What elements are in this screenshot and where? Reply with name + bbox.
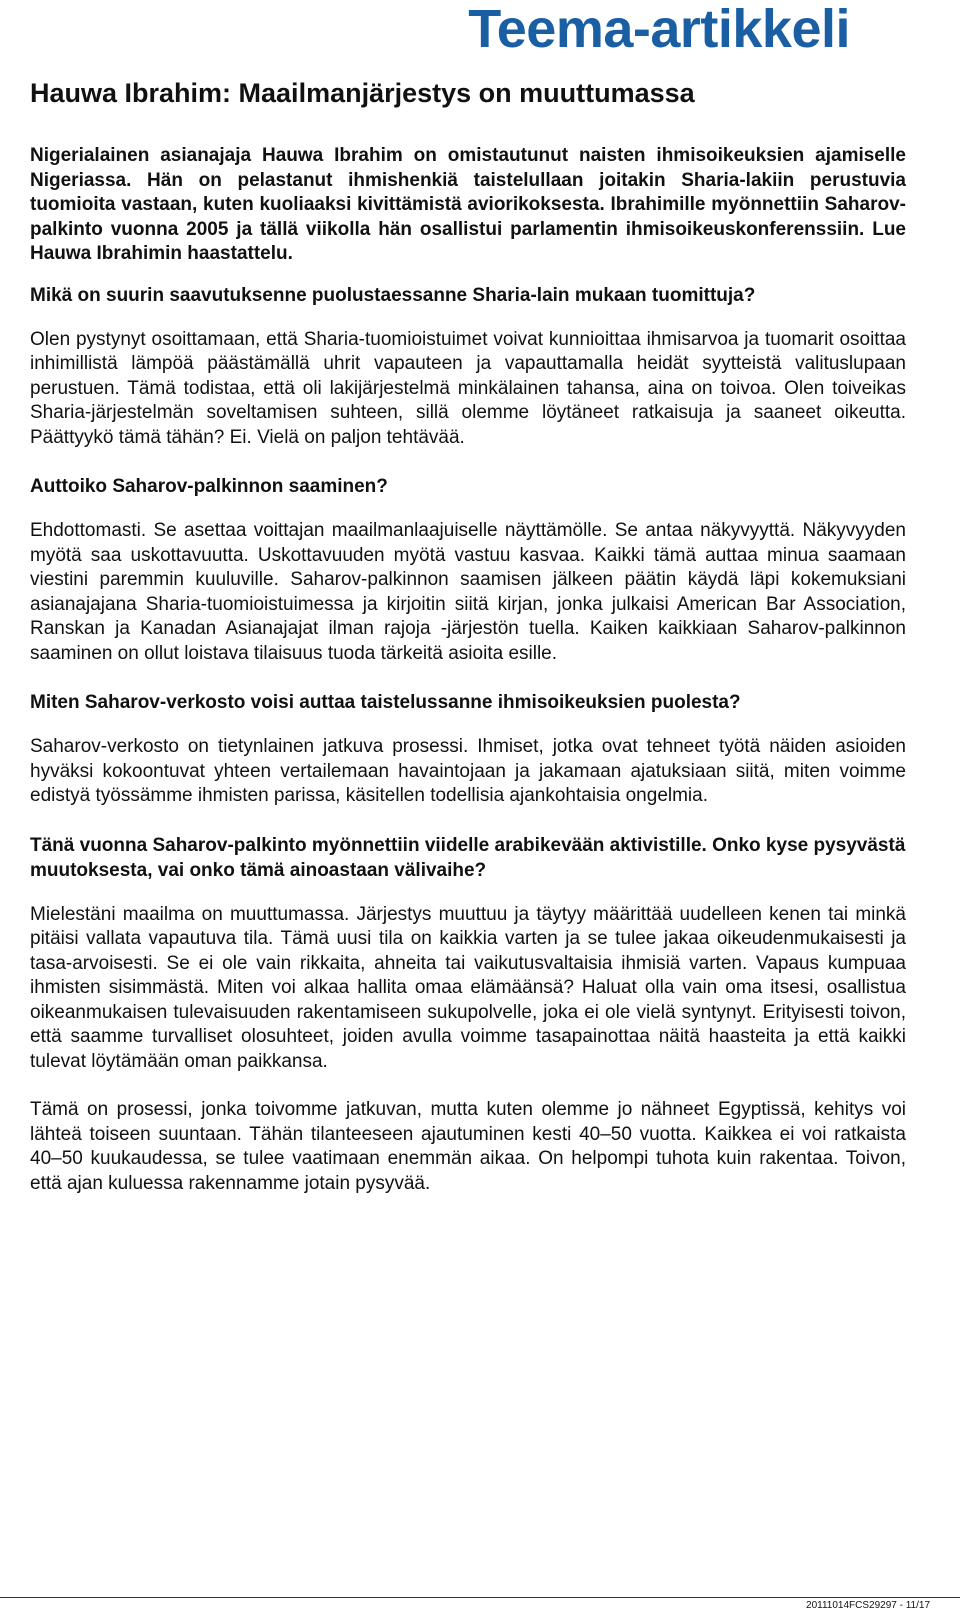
article-title: Hauwa Ibrahim: Maailmanjärjestys on muuttumassa bbox=[30, 78, 695, 108]
section-label: Teema-artikkeli bbox=[468, 0, 850, 59]
interview-question-3: Miten Saharov-verkosto voisi auttaa taistelussanne ihmisoikeuksien puolesta? bbox=[30, 692, 741, 713]
page-reference: 20111014FCS29297 - 11/17 bbox=[806, 1600, 930, 1611]
article-intro: Nigerialainen asianajaja Hauwa Ibrahim on omistautunut naisten ihmisoikeuksien ajamiselle Nigeriassa. Hän on pelastanut ihmishenkiä taistelullaan joitakin Sharia-lakiin perustuvia tuomioita vastaan, kuten kuoliaaksi kivittämistä aviorikoksesta. Ibrahimille myönnettiin Saharov-palkinto vuonna 2005 ja tällä viikolla hän osallistui parlamentin ihmisoikeuskonferenssiin. Lue Hauwa Ibrahimin haastattelu. bbox=[30, 145, 906, 264]
interview-question-1: Mikä on suurin saavutuksenne puolustaessanne Sharia-lain mukaan tuomittuja? bbox=[30, 284, 756, 306]
article bbox=[30, 76, 906, 1220]
interview-question-2: Auttoiko Saharov-palkinnon saaminen? bbox=[30, 476, 388, 497]
interview-answer-2: Ehdottomasti. Se asettaa voittajan maailmanlaajuiselle näyttämölle. Se antaa näkyvyyttä. Näkyvyyden myötä saa uskottavuutta. Uskottavuuden myötä vastuu kasvaa. Kaikki tämä auttaa minua saamaan viestini paremmin kuuluville. Saharov-palkinnon saamisen jälkeen päätin käydä läpi kokemuksiani asianajajana Sharia-tuomioistuimessa ja kirjoitin siitä kirjan, jonka julkaisi American Bar Association, Ranskan ja Kanadan Asianajajat ilman rajoja -järjestön tuella. Kaiken kaikkiaan Saharov-palkinnon saaminen on ollut loistava tilaisuus tuoda tärkeitä asioita esille. bbox=[30, 520, 906, 664]
interview-answer-1: Olen pystynyt osoittamaan, että Sharia-tuomioistuimet voivat kunnioittaa ihmisarvoa ja tuomarit osoittaa inhimillistä lämpöä päästämällä uhrit vapauteen ja vapauttamalla heidät syytteistä valituslupaan perustuen. Tämä todistaa, että oli lakijärjestelmä minkälainen tahansa, aina on toivoa. Olen toiveikas Sharia-järjestelmän soveltamisen suhteen, sillä olemme löytäneet ratkaisuja ja saaneet oikeutta. Päättyykö tämä tähän? Ei. Vielä on paljon tehtävää. bbox=[30, 328, 906, 448]
interview-answer-4-continued: Tämä on prosessi, jonka toivomme jatkuvan, mutta kuten olemme jo nähneet Egyptissä, kehitys voi lähteä toiseen suuntaan. Tähän tilanteeseen ajautuminen kesti 40–50 vuotta. Kaikkea ei voi ratkaista 40–50 kuukaudessa, se tulee vaatimaan enemmän aikaa. On helpompi tuhota kuin rakentaa. Toivon, että ajan kuluessa rakennamme jotain pysyvää. bbox=[30, 1099, 906, 1194]
interview-answer-4: Mielestäni maailma on muuttumassa. Järjestys muuttuu ja täytyy määrittää uudelleen kenen tai minkä pitäisi vallata vapautuva tila. Tämä uusi tila on kaikkia varten ja se tulee jakaa oikeudenmukaisesti ja tasa-arvoisesti. Se ei ole vain rikkaita, ahneita tai vaikutusvaltaisia ihmisiä varten. Vapaus kumpuaa ihmisten sisimmästä. Miten voi alkaa hallita omaa elämäänsä? Haluat olla vain oma itsesi, osallistua oikeanmukaisen tulevaisuuden rakentamiseen sukupolvelle, joka ei ole vielä syntynyt. Erityisesti toivon, että saamme turvalliset olosuhteet, joiden avulla voimme tasapainottaa näitä haasteita ja että kaikki tulevat löytämään oman paikkansa. bbox=[30, 903, 906, 1072]
interview-question-4: Tänä vuonna Saharov-palkinto myönnettiin viidelle arabikevään aktivistille. Onko kyse pysyvästä muutoksesta, vai onko tämä ainoastaan välivaihe? bbox=[30, 834, 906, 881]
footer-divider bbox=[0, 1597, 960, 1598]
interview-answer-3: Saharov-verkosto on tietynlainen jatkuva prosessi. Ihmiset, jotka ovat tehneet työtä näiden asioiden hyväksi kokoontuvat yhteen vertailemaan havaintojaan ja jakamaan ajatuksiaan siitä, miten voimme edistyä työssämme ihmisten parissa, käsitellen todellisia ajankohtaisia ongelmia. bbox=[30, 736, 906, 806]
